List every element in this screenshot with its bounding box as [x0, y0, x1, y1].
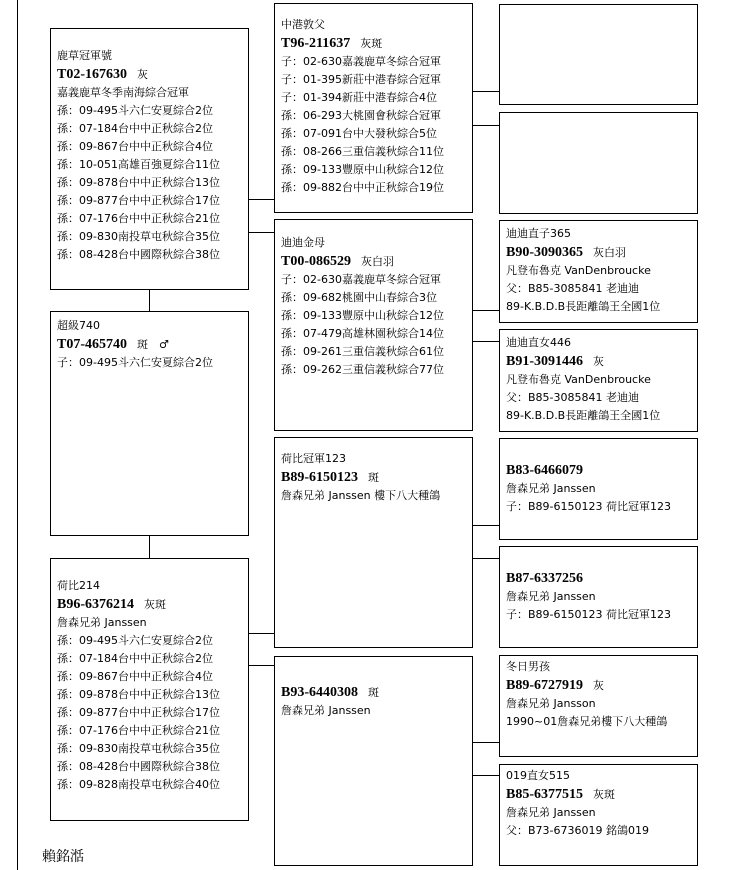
ring-number-text: B85-6377515 — [506, 787, 583, 802]
ring-number-text: T07-465740 — [57, 337, 127, 352]
ring-number-text: B87-6337256 — [506, 571, 583, 586]
pigeon-name: 荷比冠軍123 — [281, 452, 346, 465]
pedigree-line: 父：B73-6736019 銘鴿019 — [506, 824, 649, 837]
ring-number-text: B83-6466079 — [506, 463, 583, 478]
connector-line — [149, 290, 150, 311]
author-signature: 賴銘湉 — [42, 849, 84, 865]
feather-color: 灰白羽 — [361, 255, 394, 268]
pedigree-line: 孫：09-878台中中正秋綜合13位 — [57, 176, 220, 189]
pedigree-line: 詹森兄弟 Jansson — [506, 697, 596, 710]
pedigree-line: 詹森兄弟 Janssen — [506, 590, 596, 603]
connector-line — [249, 199, 274, 200]
pedigree-line: 孫：09-882台中中正秋綜合19位 — [281, 181, 444, 194]
pedigree-line: 孫：09-682桃園中山春綜合3位 — [281, 291, 437, 304]
ring-number-text: B93-6440308 — [281, 685, 358, 700]
connector-line — [149, 536, 150, 558]
pedigree-line: 子：02-630嘉義鹿草冬綜合冠軍 — [281, 273, 441, 286]
pedigree-box-g1-third — [50, 558, 249, 821]
ring-number — [506, 676, 691, 695]
pedigree-box-g3-b — [499, 112, 698, 214]
pedigree-line: 孫：07-184台中中正秋綜合2位 — [57, 652, 213, 665]
feather-color: 斑 ♂ — [137, 338, 169, 351]
feather-color: 斑 — [368, 471, 379, 484]
pedigree-box-g2-d — [274, 656, 473, 866]
pedigree-line: 父：B85-3085841 老迪迪 — [506, 391, 639, 404]
pedigree-box-g3-d — [499, 329, 698, 432]
pedigree-line: 孫：09-828南投草屯秋綜合40位 — [57, 778, 220, 791]
pedigree-box-g3-a — [499, 4, 698, 105]
pedigree-line: 孫：09-495斗六仁安夏綜合2位 — [57, 634, 213, 647]
pedigree-box-g1-dam — [50, 311, 249, 536]
connector-line — [473, 91, 499, 92]
ring-number — [506, 461, 691, 480]
pedigree-line: 孫：09-133豐原中山秋綜合12位 — [281, 309, 444, 322]
ring-number-text: T02-167630 — [57, 67, 127, 82]
pedigree-box-g1-sire — [50, 28, 249, 290]
pedigree-line: 孫：07-091台中大發秋綜合5位 — [281, 127, 437, 140]
pedigree-line: 凡登布魯克 VanDenbroucke — [506, 264, 651, 277]
pedigree-line: 孫：09-495斗六仁安夏綜合2位 — [57, 104, 213, 117]
feather-color: 灰 — [593, 355, 604, 368]
ring-number-text: T00-086529 — [281, 254, 351, 269]
pedigree-line: 詹森兄弟 Janssen — [57, 616, 147, 629]
pedigree-line: 子：09-495斗六仁安夏綜合2位 — [57, 356, 213, 369]
pedigree-line: 詹森兄弟 Janssen — [281, 704, 371, 717]
feather-color: 灰 — [593, 679, 604, 692]
connector-line — [473, 341, 499, 342]
pigeon-name: 超級740 — [57, 319, 100, 332]
pedigree-line: 子：01-395新莊中港春綜合冠軍 — [281, 73, 441, 86]
feather-color: 灰斑 — [144, 598, 166, 611]
ring-number — [506, 352, 691, 371]
ring-number-text: B89-6727919 — [506, 678, 583, 693]
pedigree-box-g3-e — [499, 438, 698, 540]
pedigree-line: 孫：09-877台中中正秋綜合17位 — [57, 706, 220, 719]
pigeon-name: 鹿草冠軍號 — [57, 49, 112, 62]
ring-number-text: B90-3090365 — [506, 245, 583, 260]
pedigree-line: 89-K.B.D.B長距離鴿王全國1位 — [506, 409, 661, 422]
pedigree-line: 孫：08-428台中國際秋綜合38位 — [57, 760, 220, 773]
ring-number-text: B91-3091446 — [506, 354, 583, 369]
pedigree-line: 孫：09-830南投草屯秋綜合35位 — [57, 742, 220, 755]
pedigree-line: 孫：07-176台中中正秋綜合21位 — [57, 212, 220, 225]
ring-number — [57, 335, 242, 354]
pedigree-line: 父：B85-3085841 老迪迪 — [506, 282, 639, 295]
pigeon-name: 中港敦父 — [281, 18, 325, 31]
pedigree-line: 詹森兄弟 Janssen 樓下八大種鴿 — [281, 489, 441, 502]
pedigree-line: 孫：08-266三重信義秋綜合11位 — [281, 145, 444, 158]
feather-color: 灰斑 — [593, 788, 615, 801]
pedigree-box-g2-b — [274, 219, 473, 431]
pedigree-line: 孫：09-261三重信義秋綜合61位 — [281, 345, 444, 358]
ring-number-text: B96-6376214 — [57, 597, 134, 612]
pedigree-line: 孫：09-867台中中正秋綜合4位 — [57, 670, 213, 683]
pedigree-line: 孫：07-184台中中正秋綜合2位 — [57, 122, 213, 135]
ring-number — [506, 785, 691, 804]
left-frame-line — [17, 0, 18, 870]
connector-line — [473, 125, 499, 126]
ring-number — [506, 243, 691, 262]
pedigree-line: 子：02-630嘉義鹿草冬綜合冠軍 — [281, 55, 441, 68]
ring-number-text: B89-6150123 — [281, 470, 358, 485]
pedigree-box-g2-a — [274, 3, 473, 213]
pedigree-line: 孫：08-428台中國際秋綜合38位 — [57, 248, 220, 261]
ring-number-text: T96-211637 — [281, 36, 351, 51]
connector-line — [473, 742, 499, 743]
pigeon-name: 冬日男孩 — [506, 660, 550, 673]
feather-color: 灰 — [137, 68, 148, 81]
ring-number — [281, 683, 466, 702]
pedigree-line: 孫：06-293大桃園會秋綜合冠軍 — [281, 109, 441, 122]
pedigree-line: 孫：09-867台中中正秋綜合4位 — [57, 140, 213, 153]
pedigree-line: 孫：09-830南投草屯秋綜合35位 — [57, 230, 220, 243]
connector-line — [249, 232, 274, 233]
feather-color: 斑 — [368, 686, 379, 699]
ring-number — [281, 252, 466, 271]
pedigree-box-g3-h — [499, 764, 698, 866]
pedigree-line: 子：B89-6150123 荷比冠軍123 — [506, 500, 671, 513]
pedigree-line: 孫：09-133豐原中山秋綜合12位 — [281, 163, 444, 176]
pedigree-line: 孫：09-877台中中正秋綜合17位 — [57, 194, 220, 207]
connector-line — [249, 633, 274, 634]
pedigree-box-g3-g — [499, 655, 698, 757]
connector-line — [249, 665, 274, 666]
connector-line — [473, 775, 499, 776]
ring-number — [506, 569, 691, 588]
connector-line — [473, 558, 499, 559]
pigeon-name: 019直女515 — [506, 769, 570, 782]
ring-number — [57, 65, 242, 84]
pigeon-name: 迪迪直女446 — [506, 336, 571, 349]
pedigree-line: 詹森兄弟 Janssen — [506, 482, 596, 495]
pedigree-line: 子：01-394新莊中港春綜合4位 — [281, 91, 437, 104]
ring-number — [281, 468, 466, 487]
pedigree-box-g3-f — [499, 546, 698, 648]
pedigree-line: 孫：09-262三重信義秋綜合77位 — [281, 363, 444, 376]
pedigree-box-g2-c — [274, 437, 473, 648]
pigeon-name: 迪迪金母 — [281, 236, 325, 249]
feather-color: 灰斑 — [360, 37, 383, 50]
pedigree-line: 孫：09-878台中中正秋綜合13位 — [57, 688, 220, 701]
ring-number — [281, 34, 466, 53]
pedigree-box-g3-c — [499, 220, 698, 323]
ring-number — [57, 595, 242, 614]
pigeon-name: 迪迪直子365 — [506, 227, 571, 240]
pedigree-line: 89-K.B.D.B長距離鴿王全國1位 — [506, 300, 661, 313]
pedigree-line: 子：B89-6150123 荷比冠軍123 — [506, 608, 671, 621]
pedigree-line: 孫：10-051高雄百強夏綜合11位 — [57, 158, 220, 171]
pigeon-name: 荷比214 — [57, 579, 100, 592]
feather-color: 灰白羽 — [593, 246, 626, 259]
pedigree-line: 嘉義鹿草冬季南海綜合冠軍 — [57, 86, 189, 99]
pedigree-line: 1990~01詹森兄弟樓下八大種鴿 — [506, 715, 668, 728]
connector-line — [473, 525, 499, 526]
pedigree-line: 孫：07-176台中中正秋綜合21位 — [57, 724, 220, 737]
pedigree-line: 孫：07-479高雄林園秋綜合14位 — [281, 327, 444, 340]
pedigree-line: 凡登布魯克 VanDenbroucke — [506, 373, 651, 386]
pedigree-line: 詹森兄弟 Janssen — [506, 806, 596, 819]
connector-line — [473, 310, 499, 311]
